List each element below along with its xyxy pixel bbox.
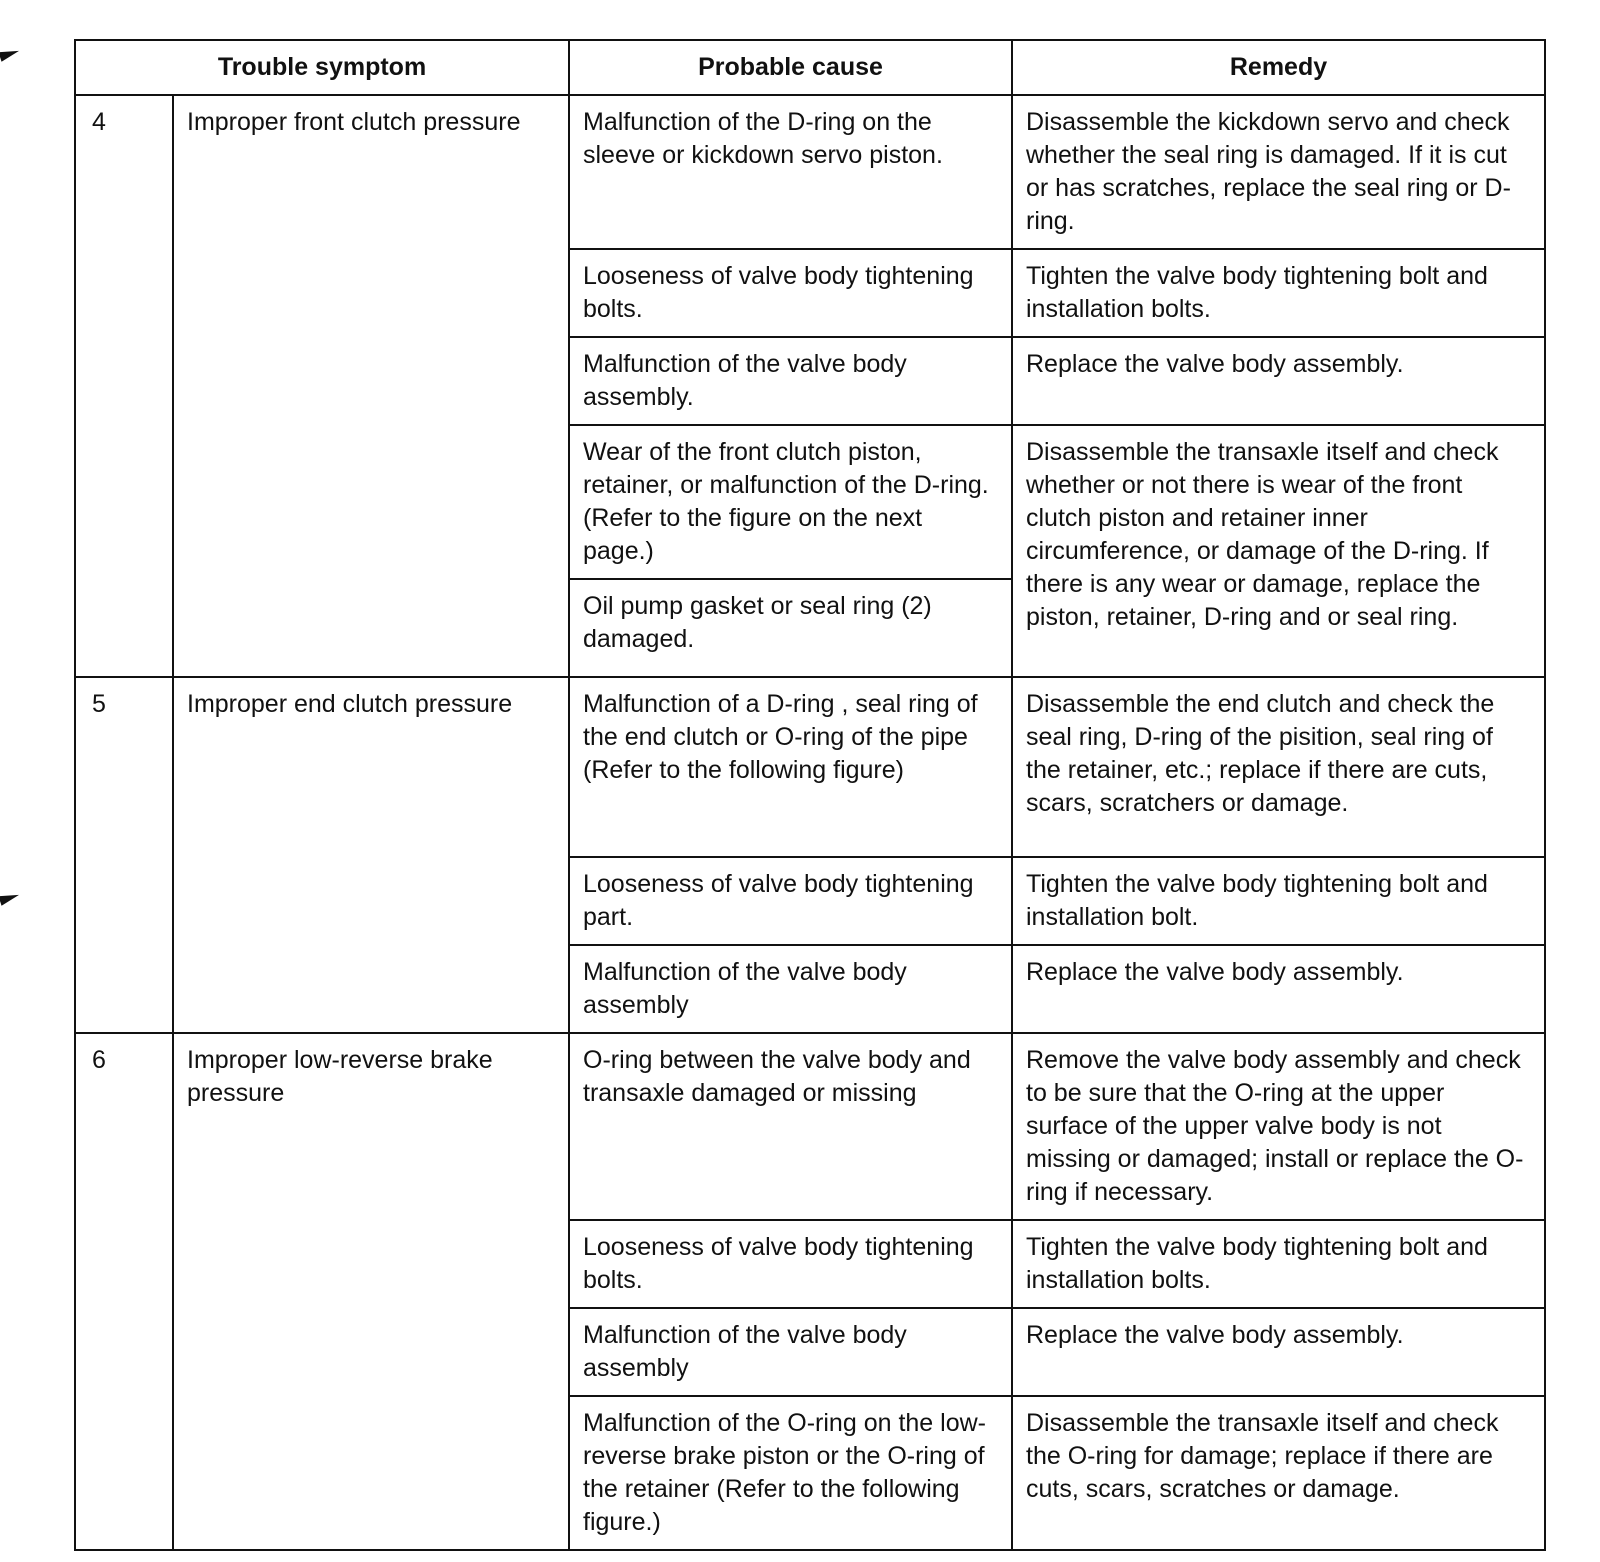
probable-cause-cell: Malfunction of the valve body assembly [569, 945, 1012, 1033]
table-row [75, 677, 1545, 857]
margin-mark-top [0, 46, 21, 62]
probable-cause-cell: Malfunction of the valve body assembly. [569, 337, 1012, 425]
troubleshooting-table [74, 39, 1546, 1551]
remedy-cell: Disassemble the transaxle itself and check whether or not there is wear of the front clutch piston and retainer inner circumference, or damage of the D-ring. If there is any wear or damage, replace the piston, retainer, D-ring and or seal ring. [1012, 425, 1545, 677]
symptom-number: 5 [75, 677, 173, 1033]
symptom-description: Improper low-reverse brake pressure [173, 1033, 569, 1550]
margin-mark-middle [0, 890, 21, 906]
probable-cause-cell: Looseness of valve body tightening bolts. [569, 1220, 1012, 1308]
header-trouble-symptom: Trouble symptom [75, 40, 569, 95]
probable-cause-cell: O-ring between the valve body and transaxle damaged or missing [569, 1033, 1012, 1220]
symptom-number: 6 [75, 1033, 173, 1550]
remedy-cell: Disassemble the end clutch and check the seal ring, D-ring of the pisition, seal ring of the retainer, etc.; replace if there are cuts, scars, scratchers or damage. [1012, 677, 1545, 857]
probable-cause-cell: Looseness of valve body tightening part. [569, 857, 1012, 945]
remedy-cell: Replace the valve body assembly. [1012, 337, 1545, 425]
header-probable-cause: Probable cause [569, 40, 1012, 95]
remedy-cell: Disassemble the kickdown servo and check whether the seal ring is damaged. If it is cut or has scratches, replace the seal ring or D-ring. [1012, 95, 1545, 249]
remedy-cell: Disassemble the transaxle itself and check the O-ring for damage; replace if there are cuts, scars, scratches or damage. [1012, 1396, 1545, 1550]
remedy-cell: Replace the valve body assembly. [1012, 1308, 1545, 1396]
symptom-number: 4 [75, 95, 173, 677]
symptom-description: Improper end clutch pressure [173, 677, 569, 1033]
remedy-cell: Tighten the valve body tightening bolt and installation bolts. [1012, 249, 1545, 337]
probable-cause-cell: Malfunction of the valve body assembly [569, 1308, 1012, 1396]
remedy-cell: Tighten the valve body tightening bolt and installation bolt. [1012, 857, 1545, 945]
probable-cause-cell: Oil pump gasket or seal ring (2) damaged. [569, 579, 1012, 677]
probable-cause-cell: Malfunction of a D-ring , seal ring of the end clutch or O-ring of the pipe (Refer to the following figure) [569, 677, 1012, 857]
remedy-cell: Replace the valve body assembly. [1012, 945, 1545, 1033]
table-row [75, 1033, 1545, 1220]
probable-cause-cell: Malfunction of the D-ring on the sleeve or kickdown servo piston. [569, 95, 1012, 249]
probable-cause-cell: Looseness of valve body tightening bolts. [569, 249, 1012, 337]
header-row [75, 40, 1545, 95]
remedy-cell: Tighten the valve body tightening bolt and installation bolts. [1012, 1220, 1545, 1308]
header-remedy: Remedy [1012, 40, 1545, 95]
probable-cause-cell: Malfunction of the O-ring on the low-reverse brake piston or the O-ring of the retainer (Refer to the following figure.) [569, 1396, 1012, 1550]
remedy-cell: Remove the valve body assembly and check to be sure that the O-ring at the upper surface of the upper valve body is not missing or damaged; install or replace the O-ring if necessary. [1012, 1033, 1545, 1220]
symptom-description: Improper front clutch pressure [173, 95, 569, 677]
table-row [75, 95, 1545, 249]
probable-cause-cell: Wear of the front clutch piston, retainer, or malfunction of the D-ring. (Refer to the figure on the next page.) [569, 425, 1012, 579]
